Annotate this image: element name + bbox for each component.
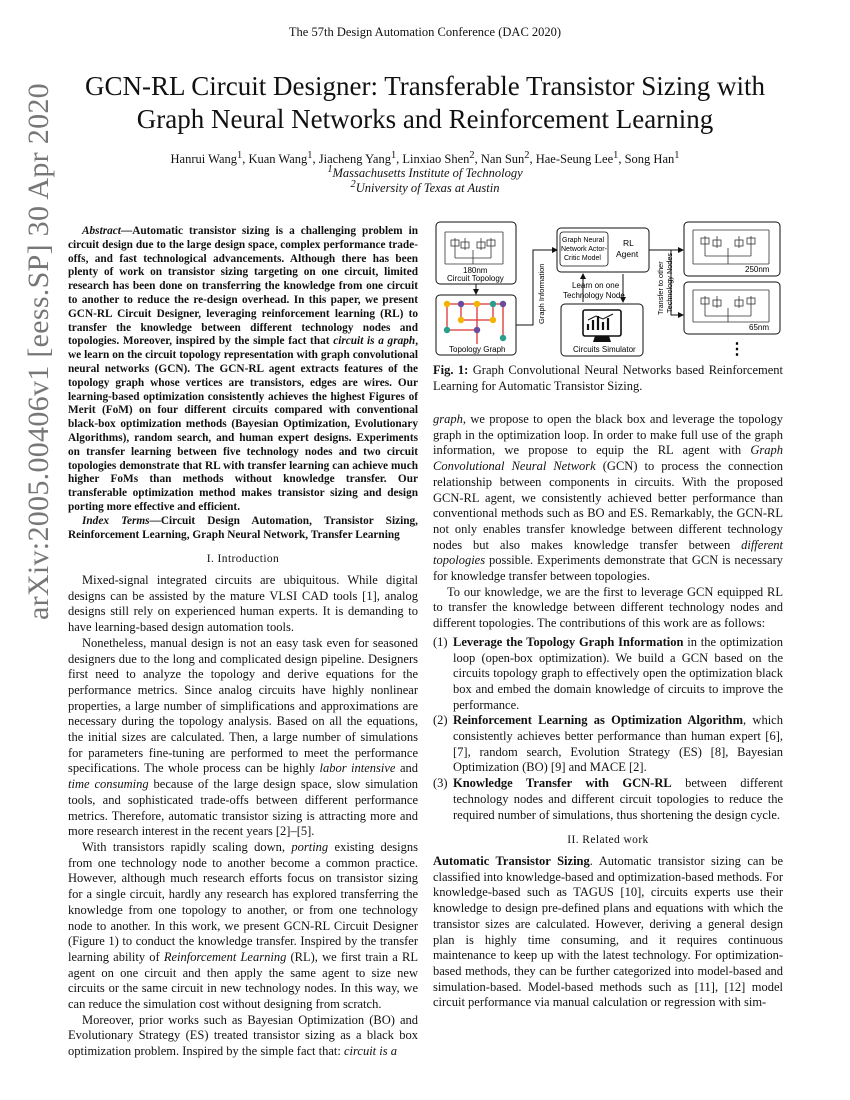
abstract-text-1: —Automatic transistor sizing is a challenging problem in circuit design due to the large design space, complex performance trade-offs, and fast technological advancements. Although there has been plenty of work on transistor sizing targeting on one circuit, limited research has been done on transferring the knowledge from one circuit to another to reduce the re-design overhead. In this paper, we present GCN-RL Circuit Designer, leveraging reinforcement learning (RL) to transfer the knowledge between different technology nodes and topologies. Moreover, inspired by the simple fact that xyxy=(68,225,418,348)
contribution-number: (1) xyxy=(433,634,448,649)
contribution-body: in the optimization loop (open-box optimization). We build a GCN based on the circuits topology graph to effectively open the optimization black box and embed the domain knowledge of circuits to improve the performance. xyxy=(453,634,783,712)
gnn-line-1: Graph Neural xyxy=(562,237,605,244)
circuits-simulator-label: Circuits Simulator xyxy=(573,345,636,354)
topology-graph-box xyxy=(436,295,516,355)
author-affiliation-sup: 2 xyxy=(524,150,530,161)
arxiv-sidebar-id: arXiv:2005.00406v1 [eess.SP] 30 Apr 2020 xyxy=(22,83,55,620)
author-name: Song Han xyxy=(624,152,675,167)
section-title-introduction: I. Introduction xyxy=(206,553,280,566)
contribution-text xyxy=(453,713,783,776)
author-name: Linxiao Shen xyxy=(402,152,470,167)
intro-p3-em2: Reinforcement Learning xyxy=(163,949,287,964)
contribution-body: , which consistently achieves better performance than human expert [6], [7], random search, Evolution Strategy (ES) [8], Bayesian Optimization (BO) [9] and MACE [2]. xyxy=(453,713,783,775)
author-affiliation-sup: 2 xyxy=(469,150,475,161)
caption-text: Graph Convolutional Neural Networks based Reinforcement Learning for Automatic Transistor Sizing. xyxy=(433,363,783,393)
right-p1-em1: Graph Convolutional Neural Network xyxy=(433,443,783,474)
intro-p2-c: because of the large design space, slow simulation tools, and sophisticated trade-offs between different performance metrics. Therefore, automatic transistor sizing is attracting more and more research interest in the recent years [2]–[5]. xyxy=(68,777,418,839)
index-terms-label: Index Terms xyxy=(82,514,150,527)
intro-paragraph-2 xyxy=(68,636,418,840)
title-line-1: GCN-RL Circuit Designer: Transferable Transistor Sizing with xyxy=(85,71,765,101)
contribution-text xyxy=(453,635,783,714)
intro-p2-em2: time consuming xyxy=(68,777,149,792)
section-title-related-work: II. Related work xyxy=(567,834,649,847)
related-work-bold: Automatic Transistor Sizing xyxy=(433,853,590,868)
abstract-text-2: , we learn on the circuit topology representation with graph convolutional neural networks (GCN). The GCN-RL agent extracts features of the topology graph whose vertices are transistors, edges are wires. Our learning-based optimization consistently achieves the highest Figures of Merit (FoM) on four different circuits compared with conventional black-box optimization methods (Bayesian Optimization, Evolutionary Algorithms), random search, and human expert designs. Experiments on transfer learning between five technology nodes and two circuit topologies demonstrate that RL with transfer learning can achieve much higher FoMs than methods without knowledge transfer. Our transferable optimization method makes transistor sizing and design porting more effective and efficient. xyxy=(68,335,419,513)
author-list: Hanrui Wang$^1$, Kuan Wang$^1$, Jiacheng Yang$^1$, Linxiao Shen$^2$, Nan Sun$^2$, Hae-Seung Lee$^1$, Song Han$^1$ xyxy=(170,150,680,167)
right-p1-em2: different topologies xyxy=(433,537,783,568)
author-name: Hae-Seung Lee xyxy=(535,152,614,167)
intro-p2-em1: labor intensive xyxy=(319,761,396,776)
rl-agent-box xyxy=(557,228,649,272)
intro-p4-a: Moreover, prior works such as Bayesian Optimization (BO) and Evolutionary Strategy (ES) treated transistor sizing as a black box optimization problem. Inspired by the simple fact that: xyxy=(68,1012,418,1059)
node-180nm-label: 180nm xyxy=(463,266,488,275)
right-paragraph-1 xyxy=(433,412,783,585)
author-affiliation-sup: 1 xyxy=(390,150,397,161)
index-terms-text: —Circuit Design Automation, Transistor Sizing, Reinforcement Learning, Graph Neural Network, Transfer Learning xyxy=(68,514,418,541)
related-work-text: . Automatic transistor sizing can be classified into knowledge-based and optimization-based methods. For knowledge-based such as TAGUS [10], circuits experts use their knowledge to design pre-defined plans and equations with which the transistor sizes are calculated. However, deriving a general design plan is highly time consuming, and it requires continuous maintenance to keep up with the latest technology. For optimization-based methods, they can be further categorized into model-based and simulation-based. Model-based methods such as [11], [12] model circuit performance via manual calculation or regression with sim- xyxy=(433,853,783,1010)
contribution-item xyxy=(433,776,783,823)
transfer-line-2: Technology Nodes xyxy=(665,252,674,313)
intro-p2-b: and xyxy=(395,761,419,776)
affiliation-2-sup: 2 xyxy=(350,179,356,190)
node-65nm-box xyxy=(684,282,780,334)
author-affiliation-sup: 1 xyxy=(674,150,680,161)
right-p1-c: possible. Experiments demonstrate that GCN is necessary for knowledge transfer between topologies. xyxy=(433,553,783,584)
topology-graph-label: Topology Graph xyxy=(449,345,506,354)
contribution-body: between different technology nodes and different circuit topologies to reduce the required number of simulations, thus shortening the design cycle. xyxy=(453,776,783,822)
intro-p3-b: existing designs from one technology node to another become a common practice. However, although much research efforts focus on transistor sizing for a single circuit, hardly any research has explored transferring the knowledge from one topology to another, or from one technology node to another. In this work, we present GCN-RL Circuit Designer (Figure 1) to conduct the knowledge transfer. Inspired by the transfer learning ability of xyxy=(68,839,418,964)
author-name: Hanrui Wang xyxy=(170,152,237,167)
rl-line-1: RL xyxy=(623,238,634,248)
node-250nm-label: 250nm xyxy=(745,265,770,274)
right-column xyxy=(433,412,783,1011)
figure-1-diagram xyxy=(433,220,785,358)
intro-p3-c: (RL), we first train a RL agent on one circuit and then apply the same agent to size new circuits or the same circuit in new technology nodes. In this way, we can reduce the simulation cost without designing from scratch. xyxy=(68,949,419,1012)
learn-line-2: Technology Node xyxy=(563,291,625,300)
contribution-item xyxy=(433,713,783,776)
contribution-bold: Knowledge Transfer with GCN-RL xyxy=(453,776,672,791)
author-name: Nan Sun xyxy=(480,152,525,167)
contribution-number: (3) xyxy=(433,776,448,791)
rl-line-2: Agent xyxy=(616,249,639,259)
contribution-bold: Reinforcement Learning as Optimization Algorithm xyxy=(453,713,744,728)
intro-paragraph-1: Mixed-signal integrated circuits are ubiquitous. While digital designs can be assisted by the mature VLSI CAD tools [1], analog designs still rely on experienced human experts. It is demanding to have learning-based design automation tools. xyxy=(68,573,418,635)
more-nodes-ellipsis: ⋮ xyxy=(729,341,745,358)
affiliation-2-name: University of Texas at Austin xyxy=(355,181,500,196)
related-work-paragraph xyxy=(433,854,783,1011)
contribution-list xyxy=(433,635,783,823)
right-paragraph-2: To our knowledge, we are the first to leverage GCN equipped RL to transfer the knowledge between different technology nodes and different topologies. The contributions of this work are as follows: xyxy=(433,584,783,631)
contribution-item xyxy=(433,635,783,714)
node-250nm-box xyxy=(684,222,780,276)
intro-paragraph-3 xyxy=(68,840,418,1013)
gnn-line-3: Critic Model xyxy=(564,255,601,262)
affiliation-1-name: Massachusetts Institute of Technology xyxy=(332,166,523,181)
author-affiliation-sup: 1 xyxy=(237,150,243,161)
intro-p4-em: circuit is a xyxy=(343,1044,397,1059)
abstract-emphasis: circuit is a graph xyxy=(333,335,416,348)
transfer-line-1: Transfer to other xyxy=(656,261,665,315)
paper-title xyxy=(40,70,810,136)
author-affiliation-sup: 1 xyxy=(613,150,619,161)
author-name: Kuan Wang xyxy=(248,152,308,167)
intro-p2-a: Nonetheless, manual design is not an easy task even for seasoned designers due to the long and complicated design pipeline. Designers first need to analyze the topology and derive equations for the performance metrics. Since analog circuits have highly nonlinear properties, a large number of simplifications and approximations are necessary during the topology analysis. Based on all the equations, the initial sizes are calculated. Then, a large number of simulations for parameters fine-tuning are performed to meet the performance specifications. The whole process can be highly xyxy=(68,635,418,776)
right-p1-b: (GCN) to process the connection relationship between components in circuits. With the proposed GCN-RL agent, we consistently achieved better performance than conventional methods such as BO and ES. Remarkably, the GCN-RL not only enables transfer knowledge between different technology nodes but also makes knowledge transfer between xyxy=(433,459,784,552)
intro-p3-em1: porting xyxy=(291,839,329,854)
left-column xyxy=(68,225,418,1060)
author-affiliation-sup: 1 xyxy=(307,150,313,161)
figure-1-caption xyxy=(433,363,783,394)
contribution-bold: Leverage the Topology Graph Information xyxy=(453,634,684,649)
circuits-simulator-box xyxy=(561,304,643,356)
circuit-topology-label: Circuit Topology xyxy=(447,274,504,283)
abstract xyxy=(68,225,418,542)
contribution-text xyxy=(453,776,783,823)
learn-line-1: Learn on one xyxy=(572,281,620,290)
affiliation-2 xyxy=(40,179,810,196)
gnn-line-2: Network Actor- xyxy=(561,246,607,253)
intro-paragraph-4 xyxy=(68,1013,418,1060)
author-name: Jiacheng Yang xyxy=(318,152,391,167)
abstract-label: Abstract xyxy=(82,225,121,237)
right-p1-em0: graph xyxy=(433,412,463,426)
circuit-topology-box xyxy=(436,222,516,284)
intro-p3-a: With transistors rapidly scaling down, xyxy=(82,839,292,854)
right-p1-a: , we propose to open the black box and leverage the topology graph in the optimization loop. In order to make full use of the graph information, we propose to equip the RL agent with xyxy=(433,412,783,458)
caption-label: Fig. 1: xyxy=(433,363,469,377)
conference-header: The 57th Design Automation Conference (DAC 2020) xyxy=(288,25,562,39)
graph-information-label: Graph Information xyxy=(537,263,546,324)
contribution-number: (2) xyxy=(433,713,448,728)
title-line-2: Graph Neural Networks and Reinforcement Learning xyxy=(136,104,714,134)
node-65nm-label: 65nm xyxy=(749,323,770,332)
affiliation-1-sup: 1 xyxy=(327,164,333,175)
